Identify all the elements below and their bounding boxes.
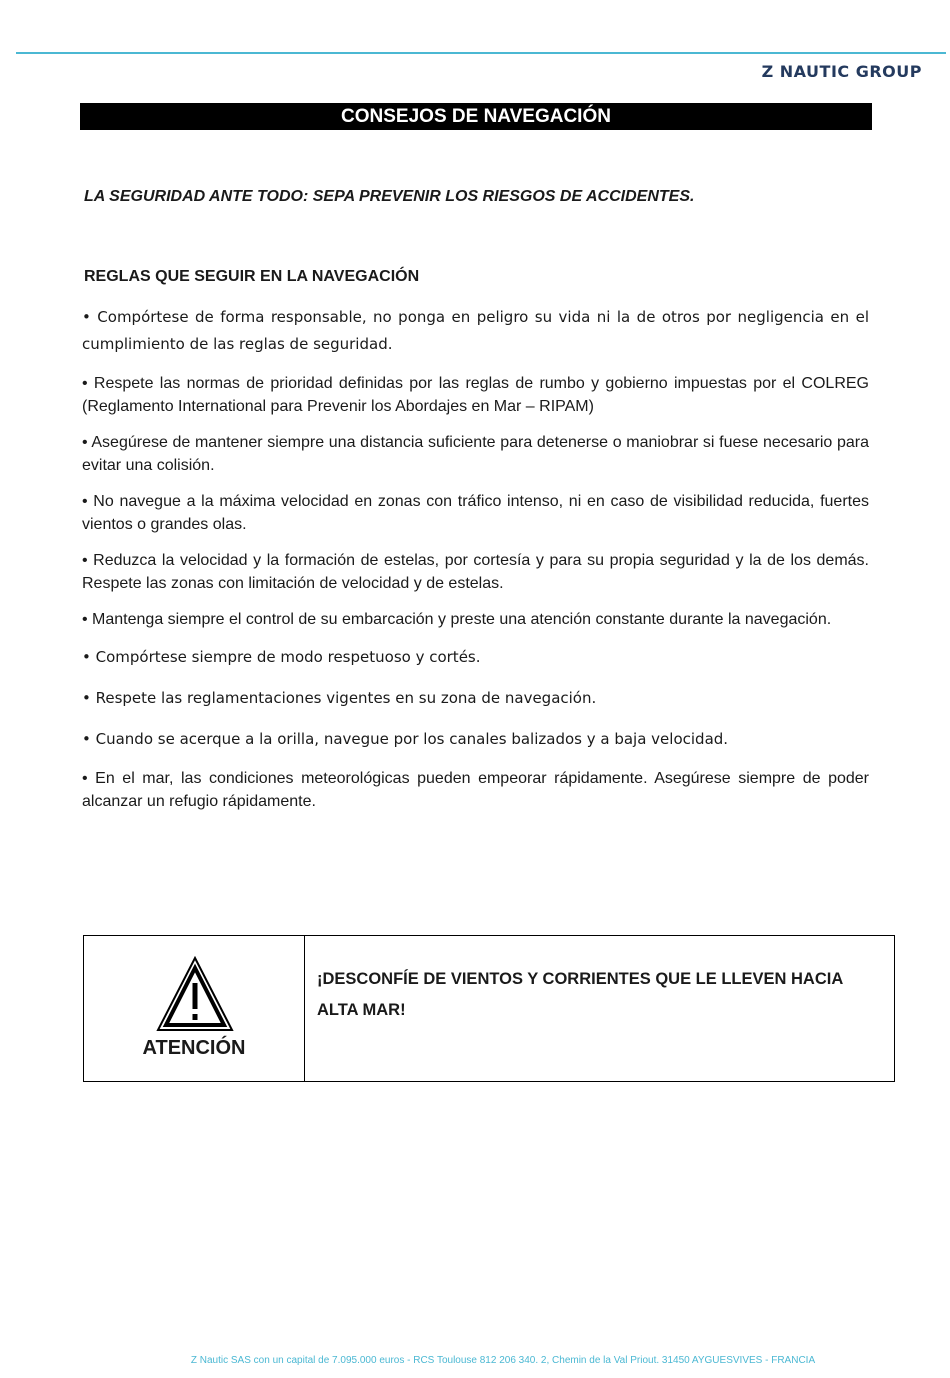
warning-box [83, 935, 895, 1082]
warning-label: ATENCIÓN [142, 1037, 246, 1059]
rule-item: • Mantenga siempre el control de su embarcación y preste una atención constante durante la navegación. [82, 611, 832, 628]
rule-item: • Compórtese de forma responsable, no ponga en peligro su vida ni la de otros por negligencia en el cumplimiento de las reglas de seguridad. [82, 308, 869, 353]
rule-item: • Reduzca la velocidad y la formación de estelas, por cortesía y para su propia seguridad y la de los demás. Respete las zonas con limitación de velocidad y de estelas. [82, 552, 869, 592]
footer-legal: Z Nautic SAS con un capital de 7.095.000 euros - RCS Toulouse 812 206 340. 2, Chemin de la Val Priout. 31450 AYGUESVIVES - FRANCIA [190, 1355, 816, 1366]
safety-subtitle: LA SEGURIDAD ANTE TODO: SEPA PREVENIR LOS RIESGOS DE ACCIDENTES. [84, 188, 695, 205]
rules-section [82, 268, 869, 826]
page-title: CONSEJOS DE NAVEGACIÓN [80, 103, 872, 130]
rule-item: • Respete las normas de prioridad definidas por las reglas de rumbo y gobierno impuestas por el COLREG (Reglamento International para Prevenir los Abordajes en Mar – RIPAM) [82, 375, 869, 415]
warning-triangle-icon [156, 956, 234, 1032]
warning-label-cell [84, 936, 305, 1081]
header-rule [16, 52, 946, 54]
rule-item: • En el mar, las condiciones meteorológicas pueden empeorar rápidamente. Asegúrese siempre de poder alcanzar un refugio rápidamente. [82, 770, 869, 810]
warning-message: ¡DESCONFÍE DE VIENTOS Y CORRIENTES QUE LE LLEVEN HACIA ALTA MAR! [317, 970, 843, 1019]
rule-item: • Asegúrese de mantener siempre una distancia suficiente para detenerse o maniobrar si fuese necesario para evitar una colisión. [82, 434, 869, 474]
brand-logo: Z NAUTIC GROUP [761, 62, 922, 81]
rules-heading: REGLAS QUE SEGUIR EN LA NAVEGACIÓN [84, 268, 420, 285]
rule-item: • Compórtese siempre de modo respetuoso y cortés. [82, 648, 481, 666]
rule-item: • Cuando se acerque a la orilla, navegue por los canales balizados y a baja velocidad. [82, 730, 729, 748]
rule-item: • No navegue a la máxima velocidad en zonas con tráfico intenso, ni en caso de visibilidad reducida, fuertes vientos o grandes olas. [82, 493, 869, 533]
rule-item: • Respete las reglamentaciones vigentes en su zona de navegación. [82, 689, 597, 707]
